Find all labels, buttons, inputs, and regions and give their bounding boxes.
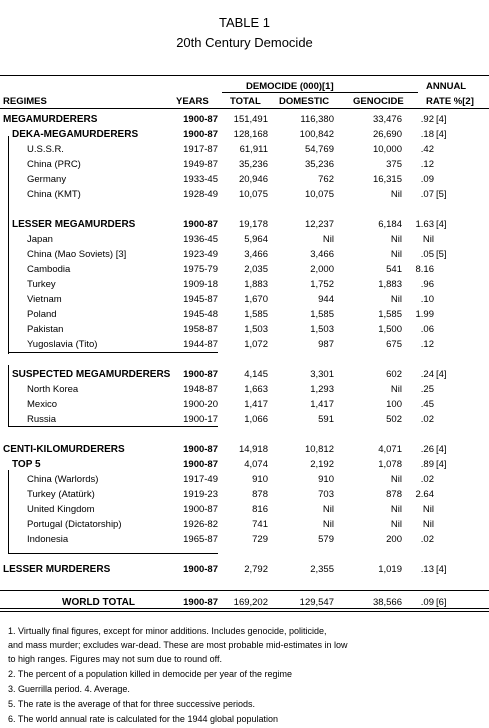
- rate-cell: 1.63: [415, 219, 434, 230]
- regime-cell: China (Mao Soviets) [3]: [27, 249, 127, 260]
- table-row: [0, 384, 489, 399]
- header-domestic: DOMESTIC: [279, 96, 330, 107]
- total-cell: 10,075: [238, 189, 268, 200]
- rate-cell: .09: [420, 174, 434, 185]
- genocide-cell: Nil: [390, 189, 402, 200]
- rate-cell: 1.99: [415, 309, 434, 320]
- rate-cell: .25: [420, 384, 434, 395]
- rate-note-cell: [4]: [436, 114, 447, 125]
- rate-cell: .05: [420, 249, 434, 260]
- regime-cell: LESSER MURDERERS: [3, 564, 111, 575]
- rate-note-cell: [5]: [436, 189, 447, 200]
- table-row: [0, 597, 489, 612]
- domestic-cell: 2,000: [310, 264, 334, 275]
- rate-note-cell: [4]: [436, 564, 447, 575]
- domestic-cell: 703: [318, 489, 334, 500]
- rate-note-cell: [5]: [436, 249, 447, 260]
- rate-cell: .24: [420, 369, 434, 380]
- rate-cell: .06: [420, 324, 434, 335]
- footnote: 5. The rate is the average of that for three successive periods.: [8, 699, 255, 709]
- years-cell: 1900-87: [183, 369, 218, 380]
- footnote: 3. Guerrilla period. 4. Average.: [8, 684, 130, 694]
- table-row: [0, 564, 489, 579]
- table-row: [0, 504, 489, 519]
- regime-cell: Portugal (Dictatorship): [27, 519, 122, 530]
- rate-cell: .89: [420, 459, 434, 470]
- regime-cell: Turkey (Atatürk): [27, 489, 95, 500]
- total-cell: 1,585: [244, 309, 268, 320]
- years-cell: 1900-87: [183, 459, 218, 470]
- rate-note-cell: [6]: [436, 597, 447, 608]
- years-cell: 1949-87: [183, 159, 218, 170]
- genocide-cell: 26,690: [372, 129, 402, 140]
- table-row: [0, 459, 489, 474]
- header-total: TOTAL: [230, 96, 261, 107]
- rate-note-cell: [4]: [436, 369, 447, 380]
- genocide-cell: 10,000: [372, 144, 402, 155]
- total-cell: 741: [252, 519, 268, 530]
- regime-cell: CENTI-KILOMURDERERS: [3, 444, 125, 455]
- table-row: [0, 399, 489, 414]
- table-row: [0, 519, 489, 534]
- regime-cell: LESSER MEGAMURDERS: [12, 219, 136, 230]
- table-subtitle: 20th Century Democide: [176, 35, 313, 50]
- header-group-rule: [222, 92, 418, 93]
- header-regimes: REGIMES: [3, 96, 47, 107]
- domestic-cell: 116,380: [300, 114, 334, 125]
- table-row: [0, 114, 489, 129]
- rate-cell: .02: [420, 474, 434, 485]
- regime-cell: Yugoslavia (Tito): [27, 339, 98, 350]
- regime-cell: Mexico: [27, 399, 58, 410]
- table-row: [0, 189, 489, 204]
- total-cell: 1,663: [244, 384, 268, 395]
- domestic-cell: 910: [318, 474, 334, 485]
- header-rule: [0, 108, 489, 109]
- total-cell: 35,236: [238, 159, 268, 170]
- table-row: [0, 444, 489, 459]
- rate-cell: .10: [420, 294, 434, 305]
- regime-cell: China (KMT): [27, 189, 81, 200]
- rate-cell: .42: [420, 144, 434, 155]
- regime-cell: MEGAMURDERERS: [3, 114, 98, 125]
- genocide-cell: 6,184: [378, 219, 402, 230]
- regime-cell: United Kingdom: [27, 504, 95, 515]
- regime-cell: Germany: [27, 174, 67, 185]
- regime-cell: Indonesia: [27, 534, 69, 545]
- rate-cell: .09: [420, 597, 434, 608]
- genocide-cell: Nil: [390, 384, 402, 395]
- regime-cell: SUSPECTED MEGAMURDERERS: [12, 369, 171, 380]
- total-rule-bottom-2: [0, 611, 489, 612]
- rate-cell: 8.16: [415, 264, 434, 275]
- total-cell: 5,964: [244, 234, 268, 245]
- genocide-cell: 1,500: [378, 324, 402, 335]
- regime-cell: Pakistan: [27, 324, 64, 335]
- total-cell: 169,202: [233, 597, 268, 608]
- domestic-cell: 3,466: [310, 249, 334, 260]
- genocide-cell: 1,019: [378, 564, 402, 575]
- footnote: 1. Virtually final figures, except for minor additions. Includes genocide, politicide,: [8, 626, 327, 636]
- domestic-cell: 591: [318, 414, 334, 425]
- years-cell: 1900-87: [183, 564, 218, 575]
- total-cell: 3,466: [244, 249, 268, 260]
- years-cell: 1936-45: [183, 234, 218, 245]
- header-democide: DEMOCIDE (000)[1]: [246, 81, 334, 92]
- table-row: [0, 264, 489, 279]
- genocide-cell: 675: [386, 339, 402, 350]
- regime-cell: Japan: [27, 234, 53, 245]
- genocide-cell: 38,566: [372, 597, 402, 608]
- total-cell: 910: [252, 474, 268, 485]
- domestic-cell: 2,355: [310, 564, 334, 575]
- total-cell: 2,035: [244, 264, 268, 275]
- rate-cell: Nil: [422, 519, 434, 530]
- total-cell: 878: [252, 489, 268, 500]
- domestic-cell: 762: [318, 174, 334, 185]
- rate-note-cell: [4]: [436, 444, 447, 455]
- total-cell: 4,074: [244, 459, 268, 470]
- genocide-cell: 502: [386, 414, 402, 425]
- domestic-cell: 129,547: [299, 597, 334, 608]
- rate-cell: Nil: [422, 234, 434, 245]
- domestic-cell: 1,752: [310, 279, 334, 290]
- years-cell: 1900-20: [183, 399, 218, 410]
- domestic-cell: 579: [318, 534, 334, 545]
- years-cell: 1933-45: [183, 174, 218, 185]
- total-cell: 1,072: [244, 339, 268, 350]
- regime-cell: China (Warlords): [27, 474, 99, 485]
- years-cell: 1945-48: [183, 309, 218, 320]
- regime-cell: China (PRC): [27, 159, 81, 170]
- footnote: 6. The world annual rate is calculated for the 1944 global population: [8, 714, 279, 724]
- table-row: [0, 159, 489, 174]
- genocide-cell: 602: [386, 369, 402, 380]
- rate-note-cell: [4]: [436, 459, 447, 470]
- domestic-cell: 100,842: [299, 129, 334, 140]
- domestic-cell: 2,192: [310, 459, 334, 470]
- regime-cell: TOP 5: [12, 459, 41, 470]
- genocide-cell: 1,585: [378, 309, 402, 320]
- genocide-cell: Nil: [390, 474, 402, 485]
- years-cell: 1945-87: [183, 294, 218, 305]
- rate-cell: .12: [420, 339, 434, 350]
- genocide-cell: 200: [386, 534, 402, 545]
- genocide-cell: 16,315: [372, 174, 402, 185]
- years-cell: 1909-18: [183, 279, 218, 290]
- total-cell: 61,911: [239, 144, 268, 155]
- years-cell: 1900-87: [183, 129, 218, 140]
- genocide-cell: 375: [386, 159, 402, 170]
- total-cell: 14,918: [238, 444, 268, 455]
- regime-cell: U.S.S.R.: [27, 144, 64, 155]
- regime-cell: Vietnam: [27, 294, 62, 305]
- genocide-cell: Nil: [390, 294, 402, 305]
- table-row: [0, 474, 489, 489]
- rate-note-cell: [4]: [436, 219, 447, 230]
- footnote: and mass murder; excludes war-dead. These are most probable mid-estimates in low: [8, 640, 348, 650]
- genocide-cell: Nil: [390, 519, 402, 530]
- years-cell: 1958-87: [183, 324, 218, 335]
- rate-note-cell: [4]: [436, 129, 447, 140]
- genocide-cell: 33,476: [372, 114, 402, 125]
- years-cell: 1900-87: [183, 219, 218, 230]
- domestic-cell: Nil: [322, 504, 334, 515]
- domestic-cell: 3,301: [310, 369, 334, 380]
- regime-cell: DEKA-MEGAMURDERERS: [12, 129, 139, 140]
- total-cell: 20,946: [238, 174, 268, 185]
- total-cell: 1,066: [244, 414, 268, 425]
- years-cell: 1919-23: [183, 489, 218, 500]
- years-cell: 1926-82: [183, 519, 218, 530]
- domestic-cell: 1,503: [310, 324, 334, 335]
- domestic-cell: 987: [318, 339, 334, 350]
- total-cell: 816: [252, 504, 268, 515]
- years-cell: 1900-87: [183, 114, 218, 125]
- rate-cell: .13: [420, 564, 434, 575]
- table-row: [0, 534, 489, 549]
- years-cell: 1923-49: [183, 249, 218, 260]
- genocide-cell: Nil: [390, 234, 402, 245]
- table-row: [0, 219, 489, 234]
- header-annual: ANNUAL: [426, 81, 467, 92]
- rate-cell: .26: [420, 444, 434, 455]
- years-cell: 1900-17: [183, 414, 218, 425]
- domestic-cell: 1,417: [310, 399, 334, 410]
- rate-cell: Nil: [422, 504, 434, 515]
- regime-cell: Russia: [27, 414, 57, 425]
- header-genocide: GENOCIDE: [353, 96, 404, 107]
- domestic-cell: 1,585: [310, 309, 334, 320]
- genocide-cell: 4,071: [378, 444, 402, 455]
- years-cell: 1928-49: [183, 189, 218, 200]
- table-row: [0, 294, 489, 309]
- total-cell: 729: [252, 534, 268, 545]
- regime-cell: Poland: [27, 309, 57, 320]
- top-rule: [0, 75, 489, 76]
- regime-cell: North Korea: [27, 384, 79, 395]
- genocide-cell: 1,078: [378, 459, 402, 470]
- total-cell: 1,670: [244, 294, 268, 305]
- total-cell: 128,168: [233, 129, 268, 140]
- domestic-cell: 1,293: [310, 384, 334, 395]
- table-row: [0, 249, 489, 264]
- years-cell: 1948-87: [183, 384, 218, 395]
- table-row: [0, 324, 489, 339]
- total-rule-bottom: [0, 608, 489, 609]
- genocide-cell: 541: [386, 264, 402, 275]
- total-cell: 1,503: [244, 324, 268, 335]
- table-row: [0, 234, 489, 249]
- rate-cell: .12: [420, 159, 434, 170]
- years-cell: 1917-87: [183, 144, 218, 155]
- rate-cell: .45: [420, 399, 434, 410]
- table-row: [0, 414, 489, 429]
- years-cell: 1900-87: [183, 597, 218, 608]
- years-cell: 1900-87: [183, 444, 218, 455]
- years-cell: 1975-79: [183, 264, 218, 275]
- rate-cell: .02: [420, 414, 434, 425]
- genocide-cell: Nil: [390, 249, 402, 260]
- table-row: [0, 129, 489, 144]
- total-cell: 151,491: [233, 114, 268, 125]
- total-cell: 4,145: [244, 369, 268, 380]
- regime-cell: WORLD TOTAL: [62, 597, 135, 608]
- header-years: YEARS: [176, 96, 209, 107]
- footnote: 2. The percent of a population killed in democide per year of the regime: [8, 669, 293, 679]
- total-cell: 2,792: [244, 564, 268, 575]
- years-cell: 1917-49: [183, 474, 218, 485]
- header-rate: RATE %[2]: [426, 96, 474, 107]
- table-row: [0, 144, 489, 159]
- total-cell: 19,178: [238, 219, 268, 230]
- total-cell: 1,417: [244, 399, 268, 410]
- rate-cell: .02: [420, 534, 434, 545]
- domestic-cell: Nil: [322, 519, 334, 530]
- genocide-cell: 100: [386, 399, 402, 410]
- years-cell: 1965-87: [183, 534, 218, 545]
- domestic-cell: 10,812: [304, 444, 334, 455]
- table-row: [0, 174, 489, 189]
- table-row: [0, 339, 489, 354]
- genocide-cell: 1,883: [378, 279, 402, 290]
- rate-cell: .18: [420, 129, 434, 140]
- table-row: [0, 279, 489, 294]
- years-cell: 1900-87: [183, 504, 218, 515]
- years-cell: 1944-87: [183, 339, 218, 350]
- total-cell: 1,883: [244, 279, 268, 290]
- genocide-cell: Nil: [390, 504, 402, 515]
- table-row: [0, 309, 489, 324]
- regime-cell: Turkey: [27, 279, 56, 290]
- rate-cell: .92: [420, 114, 434, 125]
- rate-cell: .07: [420, 189, 434, 200]
- domestic-cell: 12,237: [304, 219, 334, 230]
- domestic-cell: 944: [318, 294, 334, 305]
- table-title: TABLE 1: [218, 15, 271, 30]
- footnote: to high ranges. Figures may not sum due to round off.: [8, 654, 222, 664]
- rate-cell: 2.64: [415, 489, 434, 500]
- table-row: [0, 369, 489, 384]
- domestic-cell: 10,075: [304, 189, 334, 200]
- table-row: [0, 489, 489, 504]
- domestic-cell: 54,769: [304, 144, 334, 155]
- rate-cell: .96: [420, 279, 434, 290]
- domestic-cell: Nil: [322, 234, 334, 245]
- top5-bracket-foot: [8, 553, 218, 554]
- regime-cell: Cambodia: [27, 264, 71, 275]
- domestic-cell: 35,236: [304, 159, 334, 170]
- total-rule-top: [0, 590, 489, 591]
- genocide-cell: 878: [386, 489, 402, 500]
